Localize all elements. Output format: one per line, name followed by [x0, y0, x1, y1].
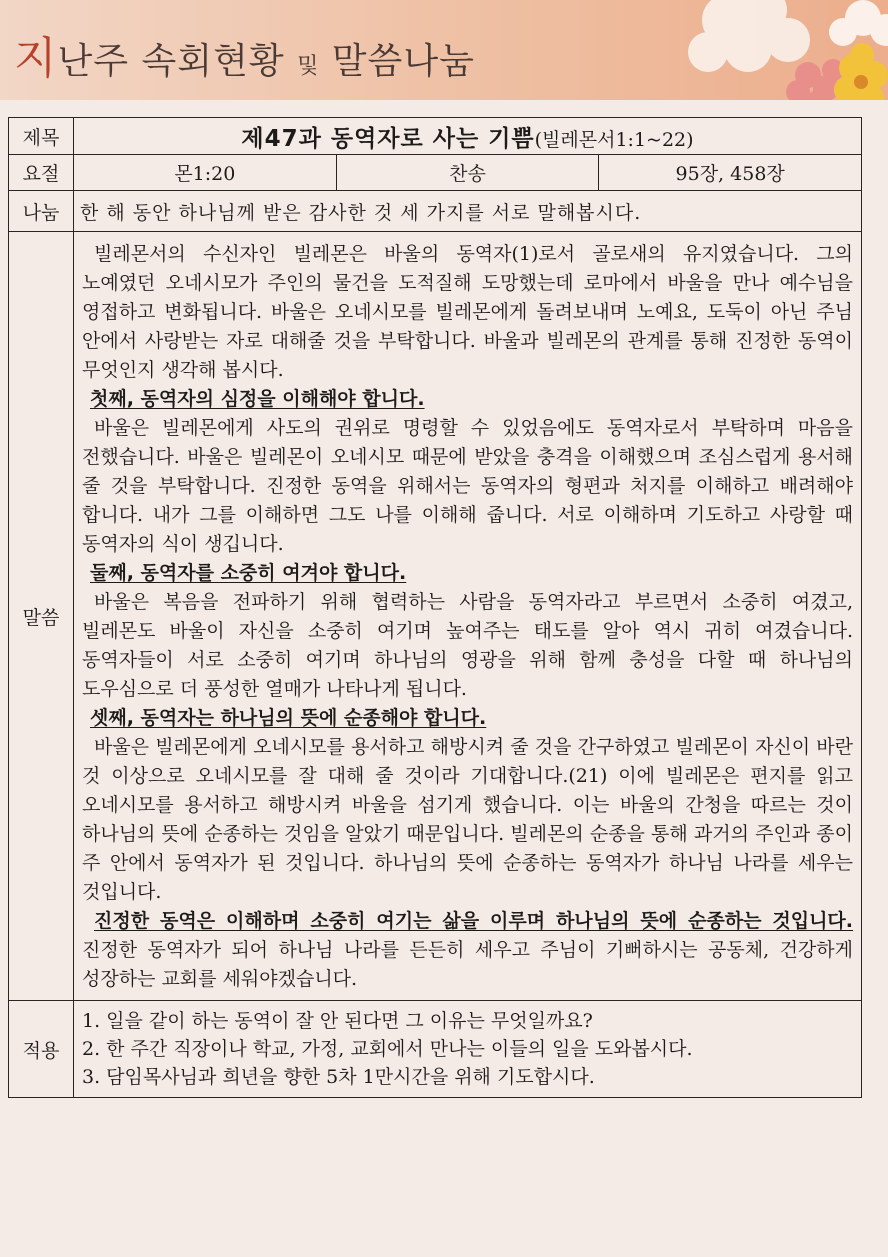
page-title — [14, 22, 475, 86]
sharing-prompt: 한 해 동안 하나님께 받은 감사한 것 세 가지를 서로 말해봅시다. — [74, 191, 862, 232]
message-row — [9, 232, 862, 1001]
page-title-end: 말씀나눔 — [319, 41, 475, 82]
lesson-title: 제47과 동역자로 사는 기쁨 — [241, 125, 535, 152]
white-flower-top-icon — [829, 0, 888, 46]
message-point-2-text: 둘째, 동역자를 소중히 여겨야 합니다. — [90, 562, 407, 584]
key-verse-label: 요절 — [9, 155, 74, 191]
flower-decoration — [648, 0, 888, 100]
apply-label: 적용 — [9, 1001, 74, 1098]
sharing-row — [9, 191, 862, 232]
message-intro: 빌레몬서의 수신자인 빌레몬은 바울의 동역자(1)로서 골로새의 유지였습니다. 그의 노예였던 오네시모가 주인의 물건을 도적질해 도망했는데 로마에서 바울을 만나 예수님을 영접하고 변화됩니다. 바울은 오네시모를 빌레몬에게 돌려보내며 노예요, 도둑이 아닌 주님 안에서 사랑받는 자로 대해줄 것을 부탁합니다. 바울과 빌레몬의 관계를 통해 진정한 동역이 무엇인지 생각해 봅시다. — [82, 243, 853, 381]
title-row — [9, 118, 862, 155]
message-conclusion-bold: 진정한 동역은 이해하며 소중히 여기는 삶을 이루며 하나님의 뜻에 순종하는 것입니다. — [94, 910, 853, 932]
yellow-flower-icon — [834, 43, 888, 100]
key-verse-row — [9, 155, 862, 191]
message-conclusion-rest: 진정한 동역자가 되어 하나님 나라를 든든히 세우고 주님이 기뻐하시는 공동체, 건강하게 성장하는 교회를 세워야겠습니다. — [82, 939, 853, 990]
hymn-label: 찬송 — [336, 155, 599, 191]
message-body-2: 바울은 복음을 전파하기 위해 협력하는 사람을 동역자라고 부르면서 소중히 여겼고, 빌레몬도 바울이 자신을 소중히 여기며 높여주는 태도를 알아 역시 귀히 여겼습니다. 동역자들이 서로 소중히 여기며 하나님의 영광을 위해 함께 충성을 다할 때 하나님의 도우심으로 더 풍성한 열매가 나타나게 됩니다. — [82, 591, 853, 700]
apply-item-1: 1. 일을 같이 하는 동역이 잘 안 된다면 그 이유는 무엇일까요? — [82, 1010, 593, 1032]
message-label: 말씀 — [9, 232, 74, 1001]
page-title-main: 난주 속회현황 — [57, 41, 298, 82]
message-body-3: 바울은 빌레몬에게 오네시모를 용서하고 해방시켜 줄 것을 간구하였고 빌레몬이 자신이 바란 것 이상으로 오네시모를 잘 대해 줄 것이라 기대합니다.(21) 이에 빌레몬은 편지를 읽고 오네시모를 용서하고 해방시켜 바울을 섬기게 했습니다. 이는 바울의 간청을 따르는 것이 하나님의 뜻에 순종하는 것임을 알았기 때문입니다. 빌레몬의 순종을 통해 과거의 주인과 종이 주 안에서 동역자가 된 것입니다. 하나님의 뜻에 순종하는 동역자가 하나님 나라를 세우는 것입니다. — [82, 736, 853, 903]
title-label: 제목 — [9, 118, 74, 155]
page-header — [0, 0, 888, 100]
message-body-1: 바울은 빌레몬에게 사도의 권위로 명령할 수 있었음에도 동역자로서 부탁하며 마음을 전했습니다. 바울은 빌레몬이 오네시모 때문에 받았을 충격을 이해했으며 조심스럽게 용서해 줄 것을 부탁합니다. 진정한 동역을 위해서는 동역자의 형편과 처지를 이해하고 배려해야 합니다. 내가 그를 이해하면 그도 나를 이해해 줍니다. 서로 이해하며 기도하고 사랑할 때 동역자의 식이 생깁니다. — [82, 417, 853, 555]
apply-list — [74, 1001, 862, 1098]
page-title-first-char: 지 — [14, 33, 58, 84]
message-point-1 — [82, 385, 853, 414]
message-point-3 — [82, 704, 853, 733]
message-point-2 — [82, 559, 853, 588]
hymn-value: 95장, 458장 — [599, 155, 862, 191]
lesson-table — [8, 117, 862, 1098]
sharing-label: 나눔 — [9, 191, 74, 232]
lesson-reference: (빌레몬서1:1~22) — [534, 128, 694, 151]
apply-item-2: 2. 한 주간 직장이나 학교, 가정, 교회에서 만나는 이들의 일을 도와봅시다. — [82, 1038, 693, 1060]
apply-row — [9, 1001, 862, 1098]
title-cell — [74, 118, 862, 155]
apply-item-3: 3. 담임목사님과 희년을 향한 5차 1만시간을 위해 기도합시다. — [82, 1066, 595, 1088]
message-body — [74, 232, 862, 1001]
white-flower-icon — [688, 0, 810, 72]
message-conclusion — [82, 907, 853, 994]
message-point-1-text: 첫째, 동역자의 심정을 이해해야 합니다. — [90, 388, 425, 410]
message-point-3-text: 셋째, 동역자는 하나님의 뜻에 순종해야 합니다. — [90, 707, 487, 729]
key-verse-value: 몬1:20 — [74, 155, 337, 191]
page-title-and: 및 — [297, 54, 320, 79]
